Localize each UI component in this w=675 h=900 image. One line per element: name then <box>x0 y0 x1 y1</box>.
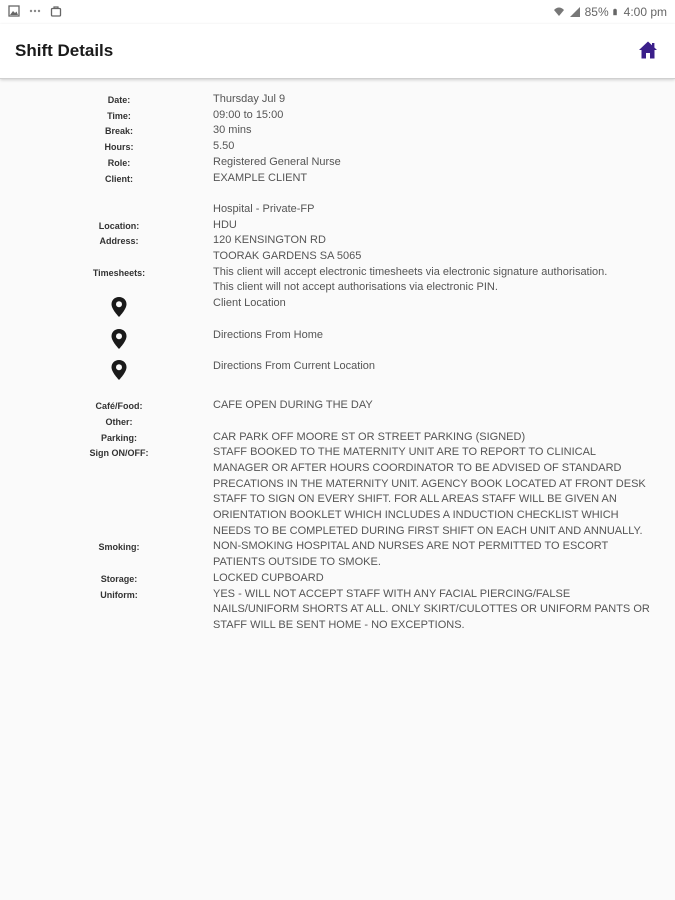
status-bar <box>0 0 675 24</box>
detail-row-hours <box>0 139 675 155</box>
address-value <box>213 233 653 264</box>
client-value: EXAMPLE CLIENT <box>213 171 308 184</box>
address-line-2: TOORAK GARDENS SA 5065 <box>213 250 362 263</box>
hours-label: Hours: <box>104 142 134 153</box>
map-pin-icon[interactable] <box>110 296 128 318</box>
map-pin-icon[interactable] <box>110 328 128 350</box>
timesheets-value <box>213 265 653 296</box>
date-value: Thursday Jul 9 <box>213 93 286 105</box>
detail-row-address <box>0 233 675 264</box>
break-label: Break: <box>104 126 133 137</box>
time-label: Time: <box>107 110 131 121</box>
home-icon[interactable] <box>638 40 658 60</box>
detail-row-other <box>0 414 675 430</box>
detail-row-location <box>0 218 675 234</box>
client-location-label[interactable]: Client Location <box>213 297 286 310</box>
signal-icon <box>569 6 581 18</box>
other-label: Other: <box>105 416 133 427</box>
detail-row-time <box>0 108 675 124</box>
client-location-link[interactable] <box>0 296 675 328</box>
detail-row-storage <box>0 571 675 587</box>
client-label: Client: <box>105 173 133 184</box>
date-label: Date: <box>107 95 131 105</box>
timesheets-pin-text: This client will not accept authorisations via electronic PIN. <box>213 281 498 294</box>
detail-row-client <box>0 171 675 187</box>
detail-row-client-type <box>0 202 675 218</box>
battery-icon <box>613 6 620 18</box>
clock: 4:00 pm <box>623 5 667 19</box>
map-pin-icon[interactable] <box>110 359 128 381</box>
smoking-label: Smoking: <box>98 542 140 553</box>
detail-row-break <box>0 123 675 139</box>
cafe-value: CAFE OPEN DURING THE DAY <box>213 399 373 412</box>
address-line-1: 120 KENSINGTON RD <box>213 234 326 247</box>
location-value: HDU <box>213 218 237 231</box>
parking-value: CAR PARK OFF MOORE ST OR STREET PARKING (SIGNED) <box>213 430 526 443</box>
smoking-value: NON-SMOKING HOSPITAL AND NURSES ARE NOT PERMITTED TO ESCORT PATIENTS OUTSIDE TO SMOKE. <box>213 540 609 569</box>
client-type-value: Hospital - Private-FP <box>213 202 315 215</box>
hours-value: 5.50 <box>213 140 235 153</box>
detail-row-cafe <box>0 398 675 414</box>
bag-notification-icon <box>50 5 62 17</box>
detail-row-uniform <box>0 587 675 634</box>
detail-row-sign-on-off <box>0 445 675 539</box>
detail-row-role <box>0 155 675 171</box>
uniform-value: YES - WILL NOT ACCEPT STAFF WITH ANY FACIAL PIERCING/FALSE NAILS/UNIFORM SHORTS AT ALL. ONLY SKIRT/CULOTTES OR UNIFORM PANTS OR STAFF WILL BE SENT HOME - NO EXCEPTIONS. <box>213 587 650 631</box>
app-bar <box>0 24 675 79</box>
directions-home-link[interactable] <box>0 328 675 360</box>
sign-label: Sign ON/OFF: <box>89 448 149 459</box>
image-notification-icon <box>8 5 20 17</box>
storage-label: Storage: <box>100 573 138 584</box>
detail-row-date <box>0 92 675 108</box>
uniform-label: Uniform: <box>100 589 138 600</box>
dots-notification-icon <box>29 5 41 17</box>
role-value: Registered General Nurse <box>213 155 341 168</box>
sign-value: STAFF BOOKED TO THE MATERNITY UNIT ARE TO REPORT TO CLINICAL MANAGER OR AFTER HOURS COORDINATOR TO BE ADVISED OF STANDARD PRECATIONS IN THE MATERNITY UNIT. AGENCY BOOK LOCATED AT FRONT DESK STAFF TO SIGN ON EVERY SHIFT. FOR ALL AREAS STAFF WILL BE GIVEN AN ORIENTATION BOOKLET WHICH INCLUDES A INDUCTION CHECKLIST WHICH NEEDS TO BE COMPLETED DURING FIRST SHIFT ON EACH UNIT AND ANNUALLY. <box>213 446 646 537</box>
directions-home-label[interactable]: Directions From Home <box>213 328 324 341</box>
time-value: 09:00 to 15:00 <box>213 108 284 121</box>
cafe-label: Café/Food: <box>95 401 143 412</box>
detail-row-smoking <box>0 539 675 570</box>
parking-label: Parking: <box>100 432 137 443</box>
shift-details-content <box>0 92 675 634</box>
address-label: Address: <box>99 236 139 247</box>
role-label: Role: <box>107 157 131 168</box>
directions-current-label[interactable]: Directions From Current Location <box>213 360 376 373</box>
storage-value: LOCKED CUPBOARD <box>213 571 324 584</box>
timesheets-signature-text: This client will accept electronic timesheets via electronic signature authorisation. <box>213 265 608 278</box>
battery-percent: 85% <box>584 5 609 19</box>
spacer <box>0 186 675 202</box>
wifi-icon <box>553 6 565 18</box>
break-value: 30 mins <box>213 124 252 137</box>
timesheets-label: Timesheets: <box>92 267 146 278</box>
detail-row-parking <box>0 430 675 446</box>
location-label: Location: <box>98 220 140 231</box>
detail-row-timesheets <box>0 265 675 296</box>
page-title: Shift Details <box>15 41 114 60</box>
directions-current-link[interactable] <box>0 359 675 398</box>
